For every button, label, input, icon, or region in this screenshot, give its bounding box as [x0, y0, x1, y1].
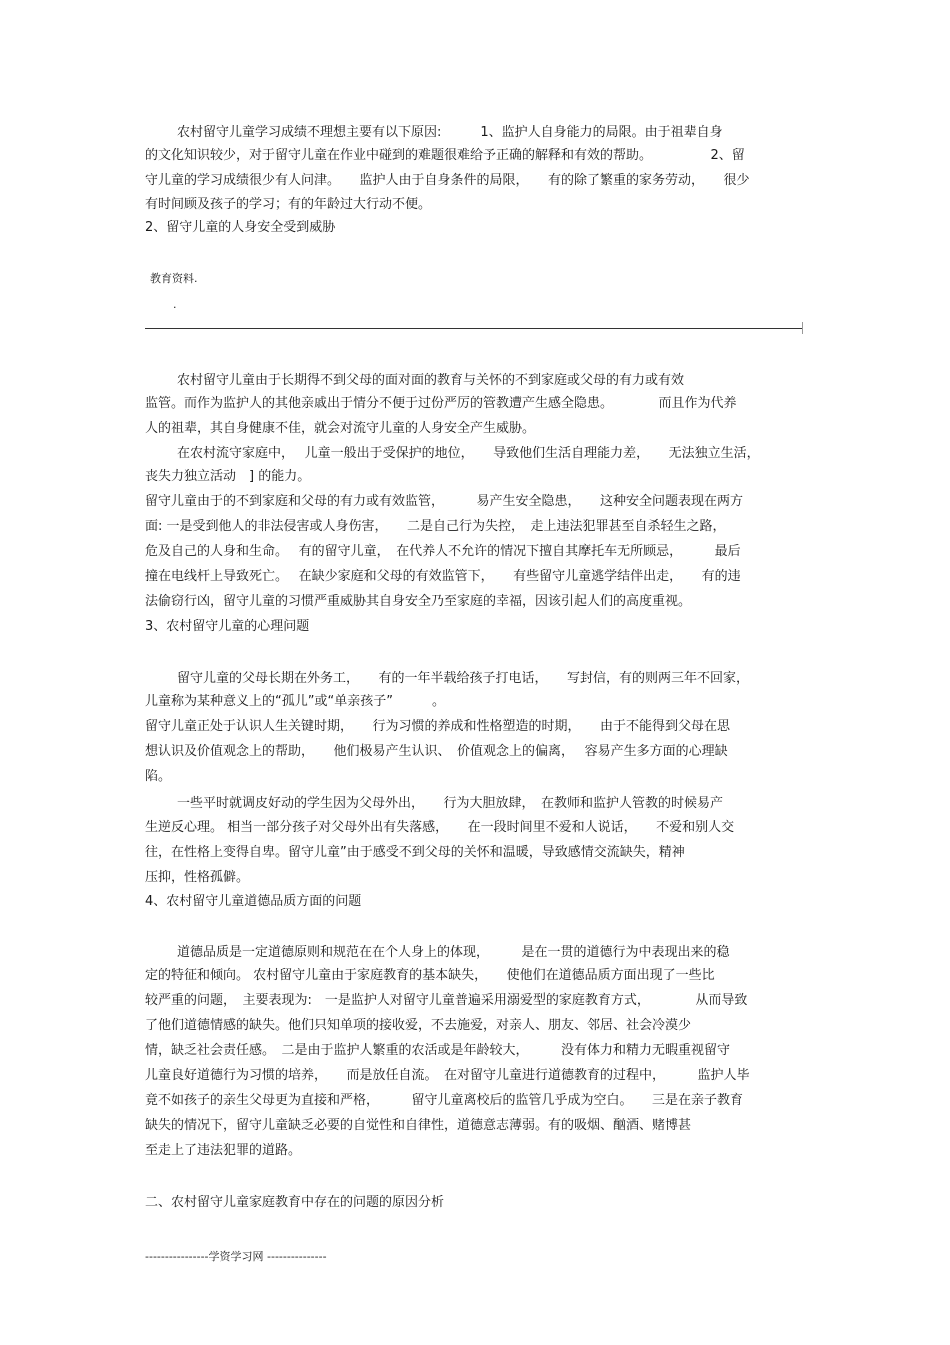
paragraph-line: 面: 一是受到他人的非法侵害或人身伤害， 二是自己行为失控， 走上违法犯罪甚至自杀轻生之路，	[145, 519, 726, 534]
paragraph-line: 危及自己的人身和生命。 有的留守儿童， 在代养人不允许的情况下擅自其摩托车无所顾忌， 最后	[145, 544, 741, 559]
paragraph-line: 农村留守儿童由于长期得不到父母的面对面的教育与关怀的不到家庭或父母的有力或有效	[177, 373, 685, 388]
page-footer: ----------------学资学习网 ---------------	[145, 1250, 327, 1263]
paragraph-line: 丧失力独立活动 ] 的能力。	[145, 469, 311, 484]
paragraph-line: 人的祖辈，其自身健康不佳，就会对流守儿童的人身安全产生威胁。	[145, 421, 536, 436]
paragraph-line: 农村留守儿童学习成绩不理想主要有以下原因: 1、监护人自身能力的局限。由于祖辈自身	[177, 125, 723, 140]
page-separator-tick	[802, 322, 803, 334]
paragraph-line: 缺失的情况下，留守儿童缺乏必要的自觉性和自律性，道德意志薄弱。有的吸烟、酗酒、赌博甚	[145, 1118, 692, 1133]
paragraph-line: 较严重的问题， 主要表现为: 一是监护人对留守儿童普遍采用溺爱型的家庭教育方式， 从而导致	[145, 993, 748, 1008]
page-note: 教育资料.	[150, 272, 198, 285]
paragraph-line: 儿童称为某种意义上的“孤儿”或“单亲孩子” 。	[145, 694, 445, 709]
paragraph-line: 生逆反心理。 相当一部分孩子对父母外出有失落感， 在一段时间里不爱和人说话， 不爱和别人交	[145, 820, 735, 835]
paragraph-line: 定的特征和倾向。 农村留守儿童由于家庭教育的基本缺失， 使他们在道德品质方面出现了一些比	[145, 968, 715, 983]
section-heading: 二、农村留守儿童家庭教育中存在的问题的原因分析	[145, 1195, 445, 1210]
paragraph-line: 了他们道德情感的缺失。他们只知单项的接收爱，不去施爱，对亲人、朋友、邻居、社会冷漠少	[145, 1018, 692, 1033]
section-heading: 2、留守儿童的人身安全受到威胁	[145, 220, 336, 235]
section-heading: 4、农村留守儿童道德品质方面的问题	[145, 894, 362, 909]
paragraph-line: 至走上了违法犯罪的道路。	[145, 1143, 302, 1158]
paragraph-line: 守儿童的学习成绩很少有人问津。 监护人由于自身条件的局限， 有的除了繁重的家务劳动， 很少	[145, 173, 750, 188]
paragraph-line: 监管。而作为监护人的其他亲戚出于情分不便于过份严厉的管教遭产生感全隐患。 而且作为代养	[145, 396, 737, 411]
paragraph-line: 道德品质是一定道德原则和规范在在个人身上的体现， 是在一贯的道德行为中表现出来的稳	[177, 945, 730, 960]
paragraph-line: 压抑，性格孤僻。	[145, 870, 250, 885]
paragraph-line: 法偷窃行凶，留守儿童的习惯严重威胁其自身安全乃至家庭的幸福，因该引起人们的高度重视。	[145, 594, 692, 609]
paragraph-line: 的文化知识较少，对于留守儿童在作业中碰到的难题很难给予正确的解释和有效的帮助。 2、留	[145, 148, 745, 163]
paragraph-line: 竟不如孩子的亲生父母更为直接和严格， 留守儿童离校后的监管几乎成为空白。 三是在亲子教育	[145, 1093, 744, 1108]
paragraph-line: 往，在性格上变得自卑。留守儿童”由于感受不到父母的关怀和温暖，导致感情交流缺失，精神	[145, 845, 685, 860]
paragraph-line: 留守儿童正处于认识人生关键时期， 行为习惯的养成和性格塑造的时期， 由于不能得到父母在思	[145, 719, 731, 734]
section-heading: 3、农村留守儿童的心理问题	[145, 619, 310, 634]
paragraph-line: 一些平时就调皮好动的学生因为父母外出， 行为大胆放肆， 在教师和监护人管教的时候易产	[177, 796, 724, 811]
paragraph-line: 撞在电线杆上导致死亡。 在缺少家庭和父母的有效监管下， 有些留守儿童逃学结伴出走， 有的违	[145, 569, 741, 584]
paragraph-line: 陷。	[145, 769, 172, 784]
paragraph-line: 留守儿童由于的不到家庭和父母的有力或有效监管， 易产生安全隐患， 这种安全问题表现在两方	[145, 494, 744, 509]
paragraph-line: 在农村流守家庭中， 儿童一般出于受保护的地位， 导致他们生活自理能力差， 无法独立生活，	[177, 446, 760, 461]
page-separator-rule	[145, 328, 803, 329]
paragraph-line: 留守儿童的父母长期在外务工， 有的一年半载给孩子打电话， 写封信，有的则两三年不回家，	[177, 671, 750, 686]
paragraph-line: 有时间顾及孩子的学习；有的年龄过大行动不便。	[145, 197, 432, 212]
page-note: .	[173, 298, 177, 311]
paragraph-line: 儿童良好道德行为习惯的培养， 而是放任自流。 在对留守儿童进行道德教育的过程中， 监护人毕	[145, 1068, 750, 1083]
paragraph-line: 情，缺乏社会责任感。 二是由于监护人繁重的农活或是年龄较大， 没有体力和精力无暇重视留守	[145, 1043, 731, 1058]
paragraph-line: 想认识及价值观念上的帮助， 他们极易产生认识、 价值观念上的偏离， 容易产生多方面的心理缺	[145, 744, 728, 759]
